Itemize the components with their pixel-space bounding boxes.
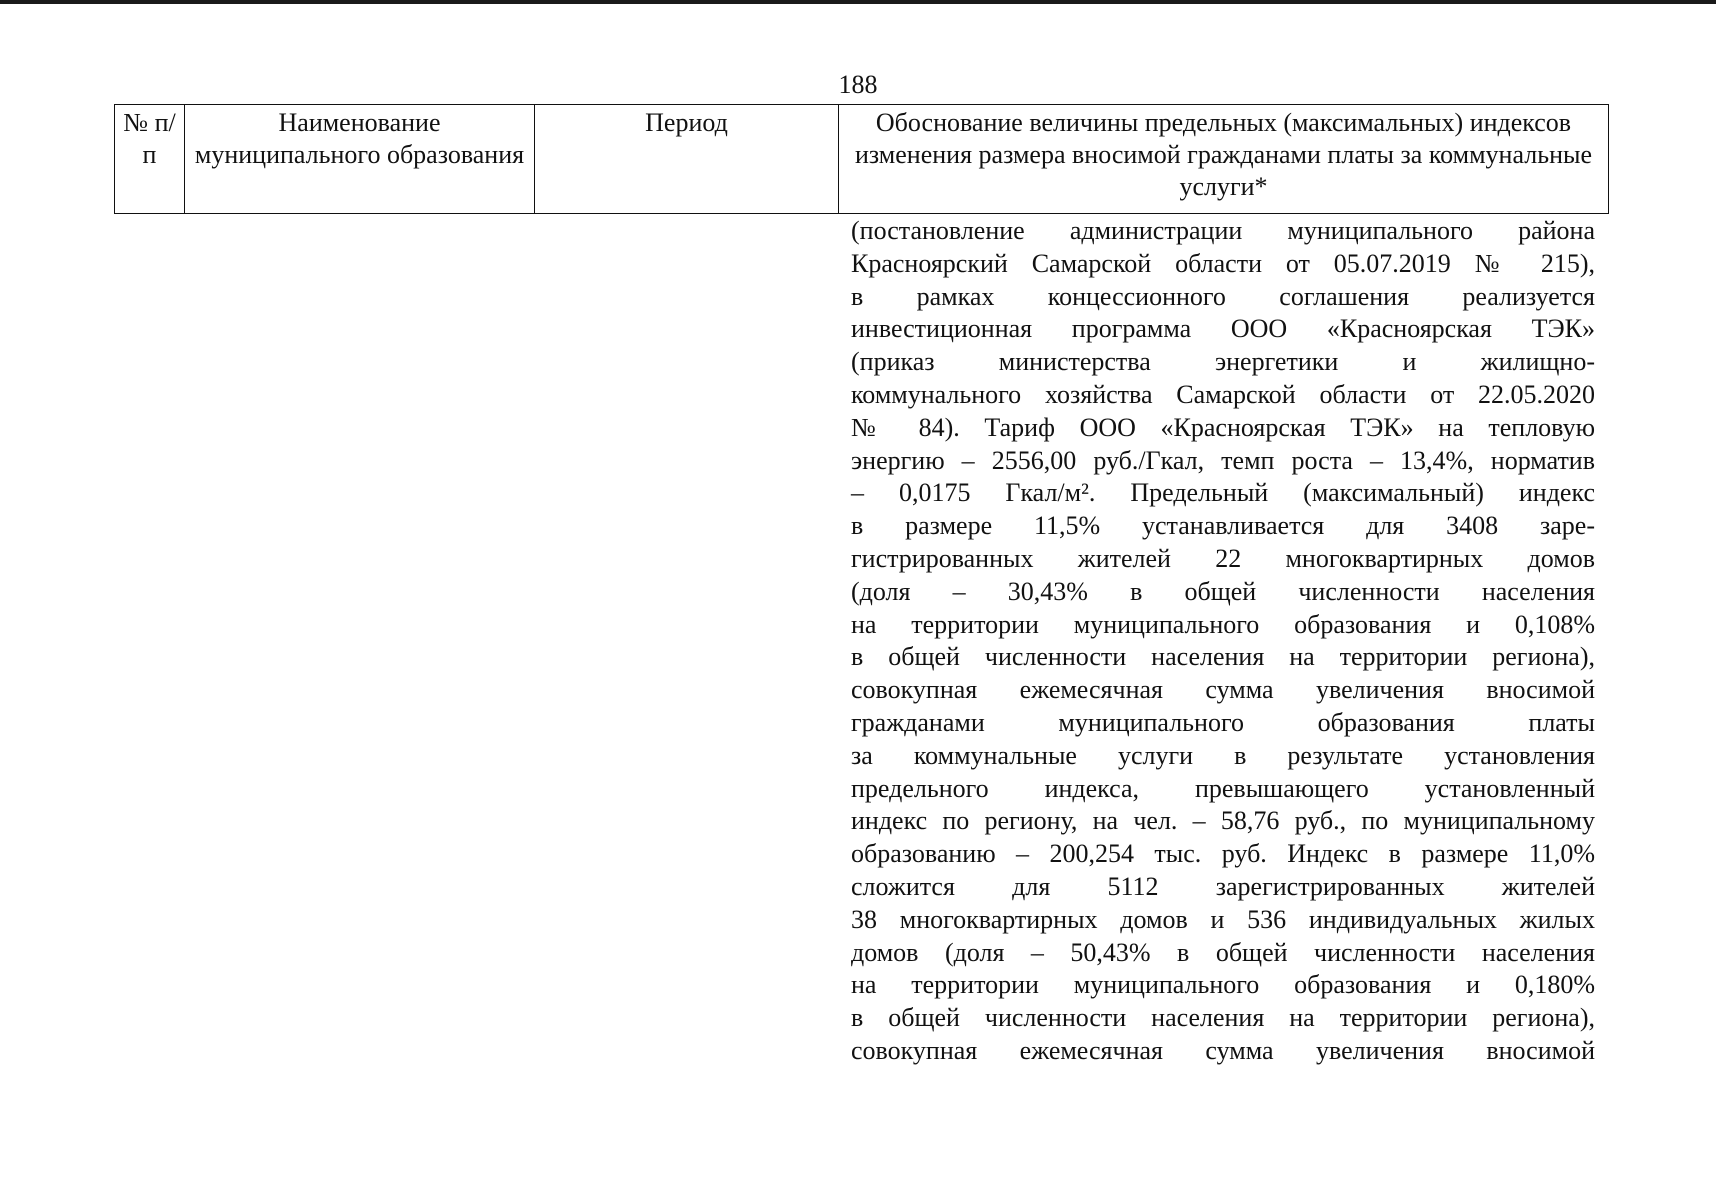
- text-line: 38 многоквартирных домов и 536 индивидуальных жилых: [851, 904, 1595, 934]
- text-line: инвестиционная программа ООО «Красноярская ТЭК»: [851, 314, 1595, 344]
- text-line: совокупная ежемесячная сумма увеличения вносимой: [851, 1035, 1595, 1065]
- text-line: Красноярский Самарской области от 05.07.2019 № 215),: [851, 248, 1595, 278]
- text-line: (доля – 30,43% в общей численности населения: [851, 576, 1595, 606]
- header-cell-period: Период: [535, 105, 839, 214]
- text-line: – 0,0175 Гкал/м². Предельный (максимальный) индекс: [851, 478, 1595, 508]
- text-line: в общей численности населения на территории региона),: [851, 1003, 1595, 1033]
- header-cell-justification: Обоснование величины предельных (максимальных) индексов изменения размера вносимой гражданами платы за коммунальные услуги*: [839, 105, 1609, 214]
- text-line: коммунального хозяйства Самарской области от 22.05.2020: [851, 379, 1595, 409]
- text-line: гистрированных жителей 22 многоквартирных домов: [851, 543, 1595, 573]
- text-line: в рамках концессионного соглашения реализуется: [851, 281, 1595, 311]
- justification-text: [851, 215, 1595, 1068]
- text-line: (приказ министерства энергетики и жилищно-: [851, 347, 1595, 377]
- header-row: [115, 105, 1609, 214]
- text-line: совокупная ежемесячная сумма увеличения вносимой: [851, 675, 1595, 705]
- text-line: индекс по региону, на чел. – 58,76 руб., по муниципальному: [851, 806, 1595, 836]
- text-line: (постановление администрации муниципального района: [851, 216, 1595, 245]
- text-line: сложится для 5112 зарегистрированных жителей: [851, 871, 1595, 901]
- page-number: 188: [838, 70, 878, 99]
- top-border: [0, 0, 1716, 4]
- text-line: за коммунальные услуги в результате установления: [851, 740, 1595, 770]
- text-line: на территории муниципального образования и 0,108%: [851, 609, 1595, 639]
- header-cell-number: № п/п: [115, 105, 185, 214]
- text-line: в размере 11,5% устанавливается для 3408 заре-: [851, 511, 1595, 541]
- text-line: на территории муниципального образования и 0,180%: [851, 970, 1595, 1000]
- header-cell-municipality: Наименование муниципального образования: [185, 105, 535, 214]
- text-line: гражданами муниципального образования платы: [851, 707, 1595, 737]
- header-table: [114, 104, 1609, 214]
- text-line: в общей численности населения на территории региона),: [851, 642, 1595, 672]
- text-line: энергию – 2556,00 руб./Гкал, темп роста – 13,4%, норматив: [851, 445, 1595, 475]
- text-line: предельного индекса, превышающего установленный: [851, 773, 1595, 803]
- text-line: № 84). Тариф ООО «Красноярская ТЭК» на тепловую: [851, 412, 1595, 442]
- text-line: домов (доля – 50,43% в общей численности населения: [851, 937, 1595, 967]
- text-line: образованию – 200,254 тыс. руб. Индекс в размере 11,0%: [851, 839, 1595, 869]
